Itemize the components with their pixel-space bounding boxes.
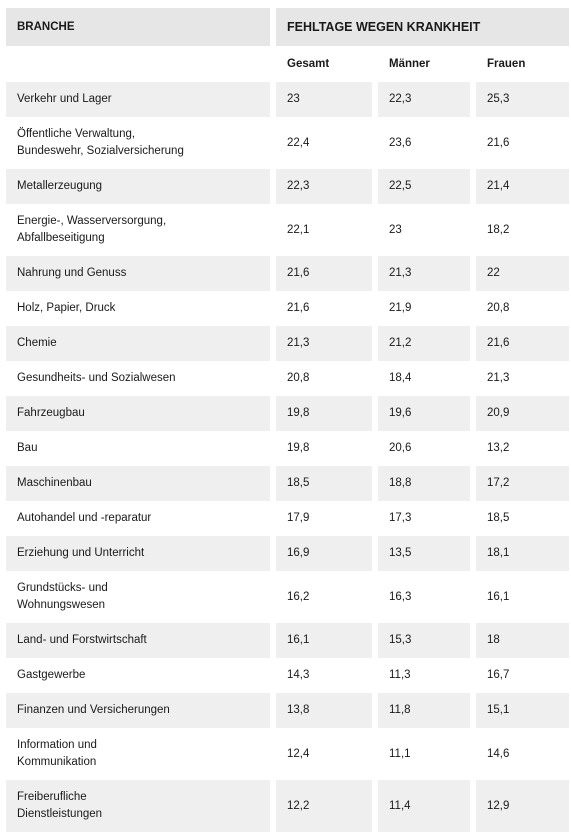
branche-line: Nahrung und Genuss	[17, 267, 127, 279]
table-row	[6, 326, 569, 361]
subheader-empty	[6, 46, 270, 82]
table-row	[6, 431, 569, 466]
cell-gesamt: 21,6	[270, 291, 372, 326]
cell-maenner: 11,1	[372, 728, 470, 780]
branche-line: Öffentliche Verwaltung,	[17, 128, 136, 140]
table-row	[6, 501, 569, 536]
branche-line: Grundstücks- und	[17, 582, 108, 594]
cell-branche	[6, 501, 270, 536]
table-row	[6, 117, 569, 169]
cell-branche	[6, 291, 270, 326]
cell-frauen: 16,1	[470, 571, 569, 623]
branche-line: Abfallbeseitigung	[17, 232, 105, 244]
cell-branche	[6, 693, 270, 728]
cell-branche	[6, 169, 270, 204]
cell-maenner: 21,9	[372, 291, 470, 326]
table-row	[6, 623, 569, 658]
branche-line: Gastgewerbe	[17, 669, 86, 681]
cell-frauen: 18,5	[470, 501, 569, 536]
cell-frauen: 13,2	[470, 431, 569, 466]
cell-frauen: 18,1	[470, 536, 569, 571]
cell-frauen: 15,1	[470, 693, 569, 728]
table-row	[6, 693, 569, 728]
cell-maenner: 20,6	[372, 431, 470, 466]
header-branche: BRANCHE	[17, 20, 75, 33]
cell-gesamt: 16,2	[270, 571, 372, 623]
cell-gesamt: 13,8	[270, 693, 372, 728]
cell-maenner: 13,5	[372, 536, 470, 571]
cell-maenner: 19,6	[372, 396, 470, 431]
cell-gesamt: 22,1	[270, 204, 372, 256]
table-row	[6, 169, 569, 204]
branche-line: Finanzen und Versicherungen	[17, 704, 170, 716]
table-row	[6, 396, 569, 431]
table-body	[6, 82, 569, 832]
cell-frauen: 20,8	[470, 291, 569, 326]
cell-branche	[6, 431, 270, 466]
branche-line: Verkehr und Lager	[17, 93, 112, 105]
cell-maenner: 18,4	[372, 361, 470, 396]
subheader-frauen: Frauen	[470, 46, 569, 82]
cell-frauen: 14,6	[470, 728, 569, 780]
table-row	[6, 291, 569, 326]
cell-frauen: 16,7	[470, 658, 569, 693]
cell-frauen: 21,6	[470, 326, 569, 361]
cell-maenner: 22,5	[372, 169, 470, 204]
branche-line: Erziehung und Unterricht	[17, 547, 145, 559]
cell-gesamt: 18,5	[270, 466, 372, 501]
cell-branche	[6, 780, 270, 832]
cell-gesamt: 19,8	[270, 396, 372, 431]
cell-gesamt: 19,8	[270, 431, 372, 466]
cell-maenner: 15,3	[372, 623, 470, 658]
branche-line: Maschinenbau	[17, 477, 92, 489]
cell-gesamt: 21,6	[270, 256, 372, 291]
cell-branche	[6, 466, 270, 501]
cell-gesamt: 12,2	[270, 780, 372, 832]
branche-line: Kommunikation	[17, 756, 97, 768]
cell-branche	[6, 396, 270, 431]
cell-frauen: 20,9	[470, 396, 569, 431]
cell-gesamt: 17,9	[270, 501, 372, 536]
cell-maenner: 11,8	[372, 693, 470, 728]
cell-gesamt: 21,3	[270, 326, 372, 361]
branche-line: Bau	[17, 442, 38, 454]
cell-branche	[6, 326, 270, 361]
subheader-maenner: Männer	[372, 46, 470, 82]
table-row	[6, 571, 569, 623]
cell-frauen: 21,4	[470, 169, 569, 204]
branche-line: Holz, Papier, Druck	[17, 302, 116, 314]
cell-frauen: 18	[470, 623, 569, 658]
table-row	[6, 361, 569, 396]
cell-maenner: 11,3	[372, 658, 470, 693]
cell-frauen: 21,6	[470, 117, 569, 169]
sick-days-table	[6, 8, 569, 832]
cell-branche	[6, 117, 270, 169]
cell-gesamt: 12,4	[270, 728, 372, 780]
branche-line: Energie-, Wasserversorgung,	[17, 215, 167, 227]
cell-branche	[6, 728, 270, 780]
cell-maenner: 18,8	[372, 466, 470, 501]
branche-line: Freiberufliche	[17, 791, 87, 803]
branche-line: Autohandel und -reparatur	[17, 512, 152, 524]
branche-line: Gesundheits- und Sozialwesen	[17, 372, 176, 384]
branche-line: Metallerzeugung	[17, 180, 103, 192]
cell-maenner: 23	[372, 204, 470, 256]
cell-maenner: 16,3	[372, 571, 470, 623]
table-row	[6, 728, 569, 780]
cell-branche	[6, 623, 270, 658]
cell-frauen: 12,9	[470, 780, 569, 832]
cell-gesamt: 22,4	[270, 117, 372, 169]
cell-gesamt: 16,9	[270, 536, 372, 571]
cell-branche	[6, 256, 270, 291]
cell-frauen: 17,2	[470, 466, 569, 501]
table-row	[6, 82, 569, 117]
cell-frauen: 22	[470, 256, 569, 291]
cell-frauen: 21,3	[470, 361, 569, 396]
cell-frauen: 25,3	[470, 82, 569, 117]
cell-branche	[6, 82, 270, 117]
cell-branche	[6, 571, 270, 623]
cell-maenner: 23,6	[372, 117, 470, 169]
cell-maenner: 17,3	[372, 501, 470, 536]
branche-line: Dienstleistungen	[17, 808, 103, 820]
table-header-row	[6, 8, 569, 46]
branche-line: Information und	[17, 739, 97, 751]
cell-branche	[6, 658, 270, 693]
branche-line: Land- und Forstwirtschaft	[17, 634, 147, 646]
table-row	[6, 256, 569, 291]
cell-frauen: 18,2	[470, 204, 569, 256]
cell-branche	[6, 361, 270, 396]
branche-line: Fahrzeugbau	[17, 407, 85, 419]
cell-gesamt: 16,1	[270, 623, 372, 658]
header-fehltage: FEHLTAGE WEGEN KRANKHEIT	[270, 8, 569, 46]
table-row	[6, 536, 569, 571]
branche-line: Bundeswehr, Sozialversicherung	[17, 145, 184, 157]
table-row	[6, 658, 569, 693]
cell-gesamt: 14,3	[270, 658, 372, 693]
table-subheader-row	[6, 46, 569, 82]
cell-gesamt: 22,3	[270, 169, 372, 204]
cell-gesamt: 23	[270, 82, 372, 117]
cell-gesamt: 20,8	[270, 361, 372, 396]
subheader-gesamt: Gesamt	[270, 46, 372, 82]
cell-maenner: 21,2	[372, 326, 470, 361]
cell-maenner: 11,4	[372, 780, 470, 832]
branche-line: Chemie	[17, 337, 57, 349]
cell-branche	[6, 536, 270, 571]
cell-branche	[6, 204, 270, 256]
cell-maenner: 21,3	[372, 256, 470, 291]
branche-line: Wohnungswesen	[17, 599, 106, 611]
table-row	[6, 780, 569, 832]
cell-maenner: 22,3	[372, 82, 470, 117]
table-row	[6, 466, 569, 501]
table-row	[6, 204, 569, 256]
